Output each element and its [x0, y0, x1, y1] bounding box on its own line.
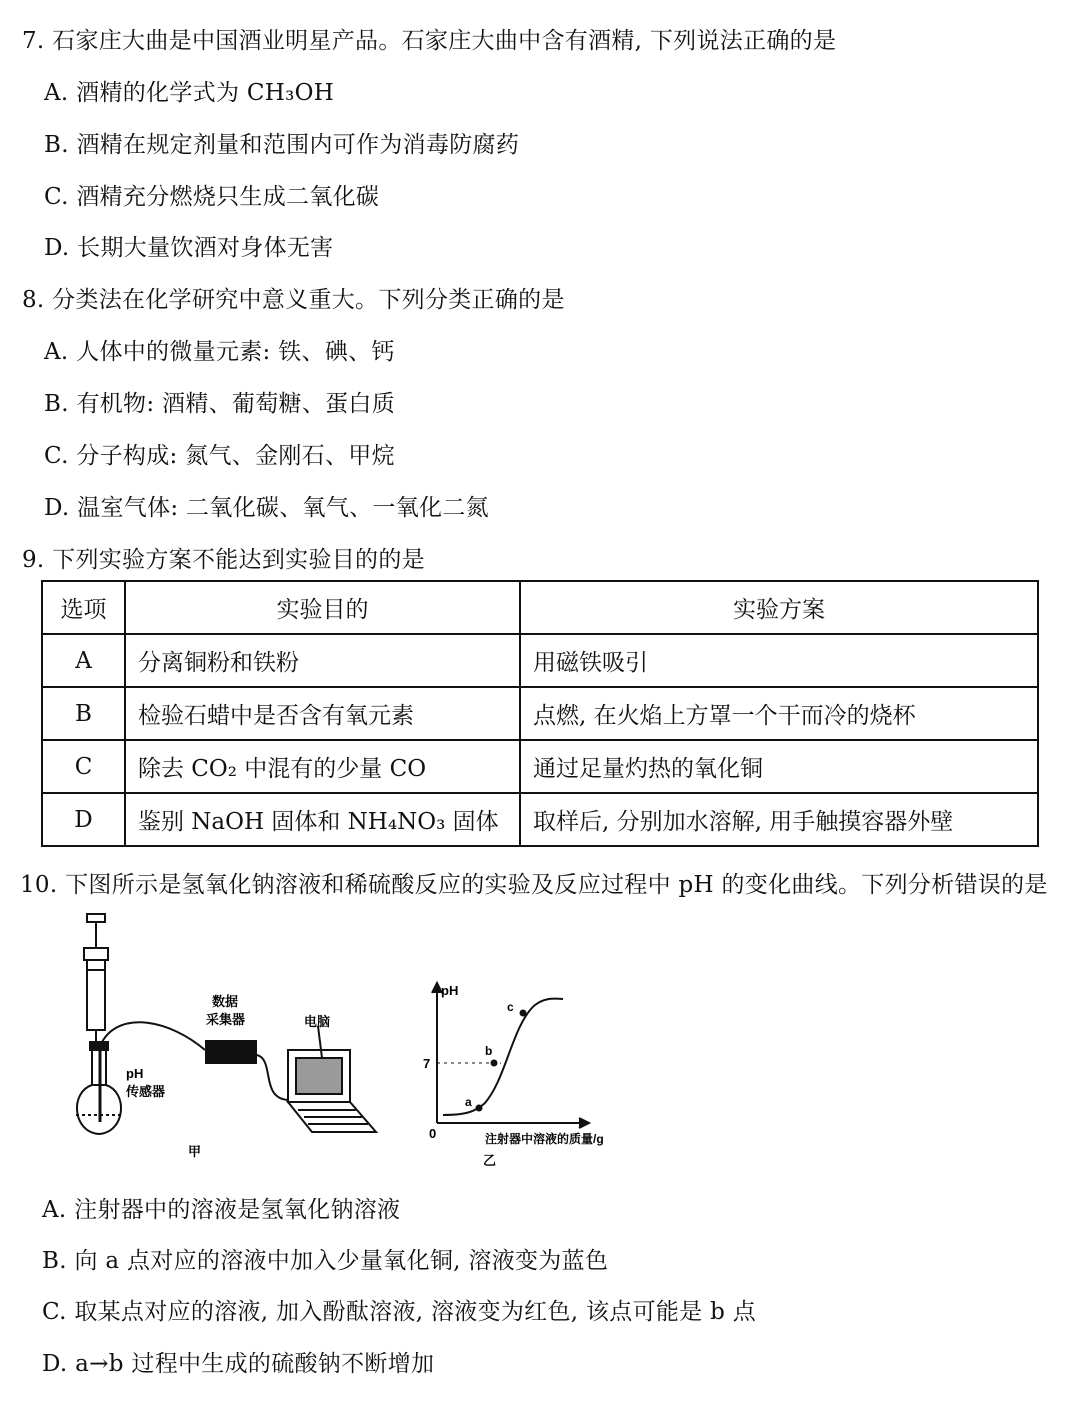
- ph-axis-label: pH: [441, 983, 459, 998]
- cell-plan: 点燃, 在火焰上方罩一个干而冷的烧杯: [520, 687, 1038, 740]
- origin-label: 0: [429, 1126, 437, 1141]
- option-text: a→b 过程中生成的硫酸钠不断增加: [75, 1351, 435, 1377]
- option-label: D.: [44, 235, 70, 261]
- option-text: 酒精在规定剂量和范围内可作为消毒防腐药: [76, 132, 520, 158]
- option-label: B.: [44, 391, 69, 417]
- experiment-table: [41, 580, 1039, 847]
- option-label: B.: [44, 132, 69, 158]
- sensor-label: pH: [126, 1066, 144, 1081]
- cell-plan: 取样后, 分别加水溶解, 用手触摸容器外壁: [520, 793, 1038, 846]
- q10-option-c: [42, 1293, 756, 1326]
- data-collector-icon: [205, 1040, 257, 1064]
- table-row: [42, 740, 1038, 793]
- option-text: 分子构成: 氮气、金刚石、甲烷: [76, 443, 395, 469]
- option-label: A.: [44, 339, 69, 365]
- q7-option-d: [44, 229, 333, 262]
- collector-label: 数据: [212, 994, 239, 1009]
- q7-option-c: [44, 178, 379, 211]
- cell-option: C: [42, 740, 125, 793]
- sensor-label: 传感器: [126, 1084, 166, 1099]
- q7-option-a: [44, 74, 334, 107]
- option-label: B.: [42, 1248, 67, 1274]
- header-purpose: 实验目的: [125, 581, 520, 634]
- table-row: [42, 793, 1038, 846]
- table-header-row: [42, 581, 1038, 634]
- q10-option-d: [42, 1345, 434, 1378]
- cell-option: A: [42, 634, 125, 687]
- collector-label: 采集器: [206, 1012, 246, 1027]
- cell-purpose: 检验石蜡中是否含有氧元素: [125, 687, 520, 740]
- cell-purpose: 鉴别 NaOH 固体和 NH₄NO₃ 固体: [125, 793, 520, 846]
- ph-curve: [443, 999, 563, 1115]
- option-label: C.: [44, 443, 69, 469]
- point-a-label: a: [465, 1095, 472, 1109]
- option-text: 注射器中的溶液是氢氧化钠溶液: [74, 1197, 401, 1223]
- point-c-label: c: [507, 1000, 514, 1014]
- x-axis-label: 注射器中溶液的质量/g: [485, 1132, 604, 1146]
- computer-cable: [257, 1055, 288, 1100]
- option-label: D.: [44, 495, 70, 521]
- tick-7-label: 7: [423, 1056, 431, 1071]
- header-plan: 实验方案: [520, 581, 1038, 634]
- option-text: 温室气体: 二氧化碳、氧气、一氧化二氮: [77, 495, 489, 521]
- option-text: 取某点对应的溶液, 加入酚酞溶液, 溶液变为红色, 该点可能是 b 点: [74, 1299, 757, 1325]
- q8-option-a: [44, 333, 395, 366]
- q8-option-c: [44, 437, 395, 470]
- ph-curve-figure: [415, 975, 645, 1170]
- table-row: [42, 634, 1038, 687]
- q10-option-a: [42, 1191, 400, 1224]
- q7-option-b: [44, 126, 519, 159]
- point-c-marker: [520, 1010, 527, 1017]
- computer-icon: [288, 1050, 376, 1132]
- apparatus-figure: [60, 910, 400, 1160]
- option-text: 向 a 点对应的溶液中加入少量氧化铜, 溶液变为蓝色: [74, 1248, 609, 1274]
- cell-option: D: [42, 793, 125, 846]
- q8-option-d: [44, 489, 489, 522]
- option-label: D.: [42, 1351, 68, 1377]
- sensor-cable: [102, 1022, 205, 1050]
- q8-option-b: [44, 385, 395, 418]
- option-text: 长期大量饮酒对身体无害: [77, 235, 334, 261]
- flask-icon: [76, 1042, 122, 1134]
- cell-purpose: 除去 CO₂ 中混有的少量 CO: [125, 740, 520, 793]
- option-label: A.: [42, 1197, 67, 1223]
- q10-option-b: [42, 1242, 608, 1275]
- syringe-icon: [84, 914, 108, 1045]
- option-text: 人体中的微量元素: 铁、碘、钙: [76, 339, 395, 365]
- point-b-marker: [491, 1060, 498, 1067]
- figure-yi-label: 乙: [483, 1153, 497, 1168]
- point-a-marker: [476, 1105, 483, 1112]
- question-10-stem: 10. 下图所示是氢氧化钠溶液和稀硫酸反应的实验及反应过程中 pH 的变化曲线。下列分析错误的是: [20, 872, 1048, 898]
- option-text: 有机物: 酒精、葡萄糖、蛋白质: [76, 391, 396, 417]
- option-label: C.: [44, 184, 69, 210]
- option-text: 酒精的化学式为 CH₃OH: [76, 80, 335, 106]
- option-text: 酒精充分燃烧只生成二氧化碳: [76, 184, 380, 210]
- cell-plan: 通过足量灼热的氧化铜: [520, 740, 1038, 793]
- point-b-label: b: [485, 1044, 493, 1058]
- cell-option: B: [42, 687, 125, 740]
- table-row: [42, 687, 1038, 740]
- question-8-stem: 8. 分类法在化学研究中意义重大。下列分类正确的是: [22, 287, 565, 313]
- option-label: A.: [44, 80, 69, 106]
- cell-plan: 用磁铁吸引: [520, 634, 1038, 687]
- question-7-stem: 7. 石家庄大曲是中国酒业明星产品。石家庄大曲中含有酒精, 下列说法正确的是: [22, 28, 837, 54]
- question-9-stem: 9. 下列实验方案不能达到实验目的的是: [22, 547, 425, 573]
- computer-label: 电脑: [304, 1014, 331, 1029]
- figure-jia-label: 甲: [188, 1144, 202, 1159]
- cell-purpose: 分离铜粉和铁粉: [125, 634, 520, 687]
- header-option: 选项: [42, 581, 125, 634]
- option-label: C.: [42, 1299, 67, 1325]
